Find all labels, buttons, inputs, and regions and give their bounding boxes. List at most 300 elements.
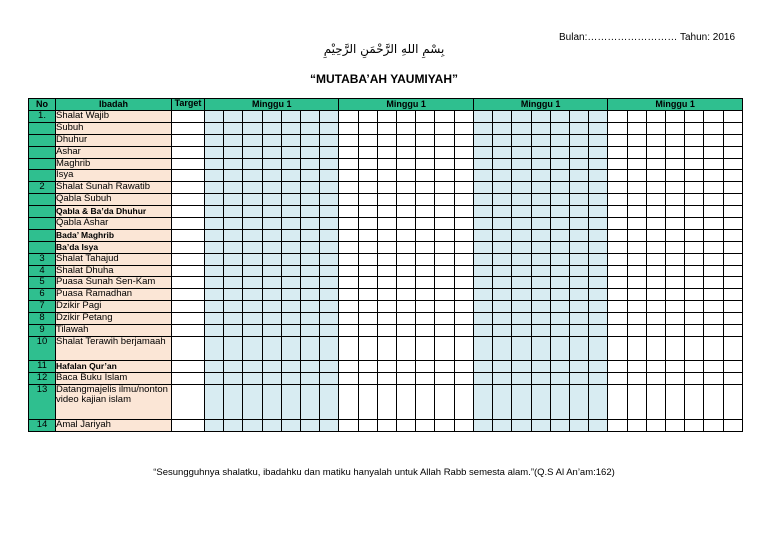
week-1-day-5-cell[interactable] bbox=[281, 360, 300, 372]
week-2-day-1-cell[interactable] bbox=[339, 420, 358, 432]
week-3-day-4-cell[interactable] bbox=[531, 146, 550, 158]
week-2-day-7-cell[interactable] bbox=[454, 194, 473, 206]
week-4-day-4-cell[interactable] bbox=[665, 241, 684, 253]
week-2-day-2-cell[interactable] bbox=[358, 420, 377, 432]
week-4-day-2-cell[interactable] bbox=[627, 122, 646, 134]
week-2-day-4-cell[interactable] bbox=[397, 194, 416, 206]
week-2-day-2-cell[interactable] bbox=[358, 336, 377, 360]
week-4-day-6-cell[interactable] bbox=[704, 265, 723, 277]
week-3-day-4-cell[interactable] bbox=[531, 182, 550, 194]
week-4-day-5-cell[interactable] bbox=[685, 289, 704, 301]
week-1-day-2-cell[interactable] bbox=[224, 122, 243, 134]
week-3-day-2-cell[interactable] bbox=[493, 111, 512, 123]
target-cell[interactable] bbox=[172, 241, 205, 253]
week-1-day-2-cell[interactable] bbox=[224, 194, 243, 206]
week-1-day-5-cell[interactable] bbox=[281, 182, 300, 194]
target-cell[interactable] bbox=[172, 158, 205, 170]
week-1-day-3-cell[interactable] bbox=[243, 218, 262, 230]
week-3-day-6-cell[interactable] bbox=[569, 336, 588, 360]
week-1-day-7-cell[interactable] bbox=[320, 420, 339, 432]
week-2-day-1-cell[interactable] bbox=[339, 194, 358, 206]
week-3-day-5-cell[interactable] bbox=[550, 158, 569, 170]
week-2-day-1-cell[interactable] bbox=[339, 384, 358, 420]
week-2-day-4-cell[interactable] bbox=[397, 313, 416, 325]
week-2-day-3-cell[interactable] bbox=[377, 229, 396, 241]
week-4-day-3-cell[interactable] bbox=[646, 158, 665, 170]
week-2-day-3-cell[interactable] bbox=[377, 277, 396, 289]
week-3-day-3-cell[interactable] bbox=[512, 229, 531, 241]
week-1-day-2-cell[interactable] bbox=[224, 206, 243, 218]
week-2-day-5-cell[interactable] bbox=[416, 265, 435, 277]
week-2-day-5-cell[interactable] bbox=[416, 218, 435, 230]
week-1-day-3-cell[interactable] bbox=[243, 229, 262, 241]
week-4-day-6-cell[interactable] bbox=[704, 134, 723, 146]
week-4-day-4-cell[interactable] bbox=[665, 336, 684, 360]
week-3-day-1-cell[interactable] bbox=[473, 134, 492, 146]
week-4-day-2-cell[interactable] bbox=[627, 229, 646, 241]
week-2-day-5-cell[interactable] bbox=[416, 182, 435, 194]
week-3-day-6-cell[interactable] bbox=[569, 360, 588, 372]
week-2-day-4-cell[interactable] bbox=[397, 265, 416, 277]
week-4-day-4-cell[interactable] bbox=[665, 384, 684, 420]
week-2-day-7-cell[interactable] bbox=[454, 158, 473, 170]
week-1-day-1-cell[interactable] bbox=[205, 206, 224, 218]
week-4-day-7-cell[interactable] bbox=[723, 384, 742, 420]
week-3-day-6-cell[interactable] bbox=[569, 277, 588, 289]
week-2-day-3-cell[interactable] bbox=[377, 384, 396, 420]
week-4-day-1-cell[interactable] bbox=[608, 384, 627, 420]
week-1-day-7-cell[interactable] bbox=[320, 229, 339, 241]
week-4-day-7-cell[interactable] bbox=[723, 122, 742, 134]
week-2-day-3-cell[interactable] bbox=[377, 194, 396, 206]
week-1-day-5-cell[interactable] bbox=[281, 289, 300, 301]
week-4-day-2-cell[interactable] bbox=[627, 265, 646, 277]
week-4-day-4-cell[interactable] bbox=[665, 420, 684, 432]
week-4-day-3-cell[interactable] bbox=[646, 229, 665, 241]
week-4-day-3-cell[interactable] bbox=[646, 313, 665, 325]
week-1-day-7-cell[interactable] bbox=[320, 372, 339, 384]
week-3-day-6-cell[interactable] bbox=[569, 289, 588, 301]
week-3-day-2-cell[interactable] bbox=[493, 289, 512, 301]
week-4-day-3-cell[interactable] bbox=[646, 194, 665, 206]
week-2-day-3-cell[interactable] bbox=[377, 218, 396, 230]
week-1-day-5-cell[interactable] bbox=[281, 122, 300, 134]
week-4-day-4-cell[interactable] bbox=[665, 206, 684, 218]
week-4-day-4-cell[interactable] bbox=[665, 277, 684, 289]
week-1-day-2-cell[interactable] bbox=[224, 111, 243, 123]
week-3-day-7-cell[interactable] bbox=[589, 313, 608, 325]
week-1-day-2-cell[interactable] bbox=[224, 170, 243, 182]
week-1-day-7-cell[interactable] bbox=[320, 241, 339, 253]
week-3-day-3-cell[interactable] bbox=[512, 194, 531, 206]
week-4-day-1-cell[interactable] bbox=[608, 313, 627, 325]
week-1-day-4-cell[interactable] bbox=[262, 206, 281, 218]
week-4-day-2-cell[interactable] bbox=[627, 182, 646, 194]
week-4-day-6-cell[interactable] bbox=[704, 158, 723, 170]
week-2-day-2-cell[interactable] bbox=[358, 170, 377, 182]
week-3-day-4-cell[interactable] bbox=[531, 241, 550, 253]
week-3-day-1-cell[interactable] bbox=[473, 420, 492, 432]
week-4-day-4-cell[interactable] bbox=[665, 313, 684, 325]
week-1-day-3-cell[interactable] bbox=[243, 289, 262, 301]
week-4-day-6-cell[interactable] bbox=[704, 301, 723, 313]
week-2-day-2-cell[interactable] bbox=[358, 301, 377, 313]
week-2-day-1-cell[interactable] bbox=[339, 313, 358, 325]
week-3-day-2-cell[interactable] bbox=[493, 313, 512, 325]
week-3-day-1-cell[interactable] bbox=[473, 289, 492, 301]
week-4-day-6-cell[interactable] bbox=[704, 111, 723, 123]
week-2-day-2-cell[interactable] bbox=[358, 289, 377, 301]
week-4-day-2-cell[interactable] bbox=[627, 158, 646, 170]
week-3-day-7-cell[interactable] bbox=[589, 206, 608, 218]
week-1-day-5-cell[interactable] bbox=[281, 384, 300, 420]
week-1-day-2-cell[interactable] bbox=[224, 229, 243, 241]
week-2-day-5-cell[interactable] bbox=[416, 134, 435, 146]
week-4-day-7-cell[interactable] bbox=[723, 170, 742, 182]
week-2-day-3-cell[interactable] bbox=[377, 134, 396, 146]
week-4-day-1-cell[interactable] bbox=[608, 336, 627, 360]
week-3-day-3-cell[interactable] bbox=[512, 360, 531, 372]
week-3-day-2-cell[interactable] bbox=[493, 229, 512, 241]
week-1-day-5-cell[interactable] bbox=[281, 146, 300, 158]
week-1-day-2-cell[interactable] bbox=[224, 289, 243, 301]
week-2-day-1-cell[interactable] bbox=[339, 372, 358, 384]
week-1-day-1-cell[interactable] bbox=[205, 325, 224, 337]
week-1-day-4-cell[interactable] bbox=[262, 134, 281, 146]
week-1-day-5-cell[interactable] bbox=[281, 253, 300, 265]
week-4-day-5-cell[interactable] bbox=[685, 229, 704, 241]
week-1-day-7-cell[interactable] bbox=[320, 384, 339, 420]
week-3-day-4-cell[interactable] bbox=[531, 360, 550, 372]
week-4-day-3-cell[interactable] bbox=[646, 241, 665, 253]
week-2-day-4-cell[interactable] bbox=[397, 277, 416, 289]
week-4-day-5-cell[interactable] bbox=[685, 313, 704, 325]
week-3-day-4-cell[interactable] bbox=[531, 325, 550, 337]
week-3-day-6-cell[interactable] bbox=[569, 122, 588, 134]
week-4-day-7-cell[interactable] bbox=[723, 336, 742, 360]
week-2-day-2-cell[interactable] bbox=[358, 218, 377, 230]
week-1-day-5-cell[interactable] bbox=[281, 301, 300, 313]
week-4-day-2-cell[interactable] bbox=[627, 134, 646, 146]
week-2-day-3-cell[interactable] bbox=[377, 111, 396, 123]
week-2-day-6-cell[interactable] bbox=[435, 206, 454, 218]
week-4-day-7-cell[interactable] bbox=[723, 111, 742, 123]
target-cell[interactable] bbox=[172, 194, 205, 206]
week-3-day-2-cell[interactable] bbox=[493, 194, 512, 206]
week-4-day-5-cell[interactable] bbox=[685, 218, 704, 230]
week-2-day-4-cell[interactable] bbox=[397, 122, 416, 134]
week-2-day-4-cell[interactable] bbox=[397, 301, 416, 313]
week-1-day-1-cell[interactable] bbox=[205, 265, 224, 277]
week-3-day-4-cell[interactable] bbox=[531, 384, 550, 420]
week-4-day-1-cell[interactable] bbox=[608, 289, 627, 301]
week-4-day-2-cell[interactable] bbox=[627, 218, 646, 230]
week-3-day-3-cell[interactable] bbox=[512, 170, 531, 182]
week-2-day-2-cell[interactable] bbox=[358, 194, 377, 206]
week-2-day-2-cell[interactable] bbox=[358, 134, 377, 146]
week-1-day-5-cell[interactable] bbox=[281, 218, 300, 230]
week-1-day-7-cell[interactable] bbox=[320, 289, 339, 301]
week-1-day-1-cell[interactable] bbox=[205, 158, 224, 170]
week-3-day-2-cell[interactable] bbox=[493, 253, 512, 265]
week-1-day-3-cell[interactable] bbox=[243, 313, 262, 325]
week-2-day-4-cell[interactable] bbox=[397, 170, 416, 182]
week-2-day-1-cell[interactable] bbox=[339, 218, 358, 230]
week-1-day-1-cell[interactable] bbox=[205, 122, 224, 134]
week-3-day-1-cell[interactable] bbox=[473, 384, 492, 420]
week-2-day-6-cell[interactable] bbox=[435, 277, 454, 289]
week-2-day-5-cell[interactable] bbox=[416, 229, 435, 241]
week-3-day-2-cell[interactable] bbox=[493, 146, 512, 158]
week-3-day-5-cell[interactable] bbox=[550, 325, 569, 337]
week-3-day-5-cell[interactable] bbox=[550, 420, 569, 432]
week-3-day-5-cell[interactable] bbox=[550, 182, 569, 194]
week-4-day-2-cell[interactable] bbox=[627, 289, 646, 301]
week-1-day-7-cell[interactable] bbox=[320, 265, 339, 277]
week-2-day-3-cell[interactable] bbox=[377, 325, 396, 337]
week-3-day-4-cell[interactable] bbox=[531, 289, 550, 301]
week-1-day-4-cell[interactable] bbox=[262, 289, 281, 301]
week-1-day-1-cell[interactable] bbox=[205, 134, 224, 146]
week-4-day-5-cell[interactable] bbox=[685, 336, 704, 360]
week-1-day-2-cell[interactable] bbox=[224, 325, 243, 337]
week-2-day-4-cell[interactable] bbox=[397, 325, 416, 337]
week-1-day-6-cell[interactable] bbox=[301, 313, 320, 325]
week-4-day-2-cell[interactable] bbox=[627, 170, 646, 182]
week-4-day-6-cell[interactable] bbox=[704, 170, 723, 182]
week-4-day-7-cell[interactable] bbox=[723, 146, 742, 158]
week-2-day-2-cell[interactable] bbox=[358, 158, 377, 170]
week-2-day-2-cell[interactable] bbox=[358, 111, 377, 123]
week-4-day-3-cell[interactable] bbox=[646, 206, 665, 218]
week-3-day-4-cell[interactable] bbox=[531, 134, 550, 146]
week-4-day-6-cell[interactable] bbox=[704, 384, 723, 420]
target-cell[interactable] bbox=[172, 229, 205, 241]
week-3-day-5-cell[interactable] bbox=[550, 134, 569, 146]
week-1-day-4-cell[interactable] bbox=[262, 146, 281, 158]
week-1-day-4-cell[interactable] bbox=[262, 336, 281, 360]
week-1-day-4-cell[interactable] bbox=[262, 158, 281, 170]
week-4-day-3-cell[interactable] bbox=[646, 384, 665, 420]
week-4-day-4-cell[interactable] bbox=[665, 111, 684, 123]
week-3-day-4-cell[interactable] bbox=[531, 122, 550, 134]
week-2-day-1-cell[interactable] bbox=[339, 122, 358, 134]
week-2-day-2-cell[interactable] bbox=[358, 122, 377, 134]
week-4-day-5-cell[interactable] bbox=[685, 206, 704, 218]
week-1-day-2-cell[interactable] bbox=[224, 360, 243, 372]
week-2-day-6-cell[interactable] bbox=[435, 336, 454, 360]
week-4-day-4-cell[interactable] bbox=[665, 265, 684, 277]
week-4-day-5-cell[interactable] bbox=[685, 146, 704, 158]
week-2-day-3-cell[interactable] bbox=[377, 372, 396, 384]
week-4-day-7-cell[interactable] bbox=[723, 206, 742, 218]
week-3-day-1-cell[interactable] bbox=[473, 111, 492, 123]
week-4-day-4-cell[interactable] bbox=[665, 360, 684, 372]
week-3-day-1-cell[interactable] bbox=[473, 206, 492, 218]
week-2-day-1-cell[interactable] bbox=[339, 158, 358, 170]
week-2-day-2-cell[interactable] bbox=[358, 384, 377, 420]
week-2-day-7-cell[interactable] bbox=[454, 229, 473, 241]
week-1-day-7-cell[interactable] bbox=[320, 122, 339, 134]
week-2-day-4-cell[interactable] bbox=[397, 372, 416, 384]
target-cell[interactable] bbox=[172, 384, 205, 420]
week-4-day-1-cell[interactable] bbox=[608, 265, 627, 277]
week-4-day-1-cell[interactable] bbox=[608, 325, 627, 337]
week-3-day-6-cell[interactable] bbox=[569, 146, 588, 158]
week-3-day-1-cell[interactable] bbox=[473, 372, 492, 384]
week-3-day-6-cell[interactable] bbox=[569, 420, 588, 432]
week-3-day-7-cell[interactable] bbox=[589, 111, 608, 123]
week-3-day-1-cell[interactable] bbox=[473, 158, 492, 170]
week-2-day-5-cell[interactable] bbox=[416, 241, 435, 253]
week-3-day-7-cell[interactable] bbox=[589, 277, 608, 289]
week-2-day-6-cell[interactable] bbox=[435, 360, 454, 372]
week-3-day-5-cell[interactable] bbox=[550, 253, 569, 265]
week-3-day-4-cell[interactable] bbox=[531, 420, 550, 432]
week-3-day-1-cell[interactable] bbox=[473, 277, 492, 289]
week-4-day-5-cell[interactable] bbox=[685, 170, 704, 182]
week-2-day-3-cell[interactable] bbox=[377, 313, 396, 325]
week-3-day-1-cell[interactable] bbox=[473, 182, 492, 194]
week-2-day-1-cell[interactable] bbox=[339, 134, 358, 146]
week-1-day-6-cell[interactable] bbox=[301, 194, 320, 206]
week-3-day-7-cell[interactable] bbox=[589, 134, 608, 146]
week-3-day-4-cell[interactable] bbox=[531, 158, 550, 170]
week-4-day-4-cell[interactable] bbox=[665, 218, 684, 230]
week-4-day-6-cell[interactable] bbox=[704, 229, 723, 241]
week-3-day-6-cell[interactable] bbox=[569, 158, 588, 170]
week-4-day-1-cell[interactable] bbox=[608, 229, 627, 241]
week-2-day-2-cell[interactable] bbox=[358, 253, 377, 265]
week-2-day-4-cell[interactable] bbox=[397, 229, 416, 241]
week-4-day-1-cell[interactable] bbox=[608, 206, 627, 218]
week-3-day-7-cell[interactable] bbox=[589, 182, 608, 194]
week-1-day-5-cell[interactable] bbox=[281, 336, 300, 360]
week-1-day-1-cell[interactable] bbox=[205, 384, 224, 420]
week-2-day-6-cell[interactable] bbox=[435, 265, 454, 277]
target-cell[interactable] bbox=[172, 182, 205, 194]
week-3-day-7-cell[interactable] bbox=[589, 241, 608, 253]
week-2-day-1-cell[interactable] bbox=[339, 253, 358, 265]
week-2-day-7-cell[interactable] bbox=[454, 384, 473, 420]
week-2-day-7-cell[interactable] bbox=[454, 372, 473, 384]
week-2-day-4-cell[interactable] bbox=[397, 384, 416, 420]
week-1-day-1-cell[interactable] bbox=[205, 360, 224, 372]
week-1-day-4-cell[interactable] bbox=[262, 253, 281, 265]
week-3-day-2-cell[interactable] bbox=[493, 384, 512, 420]
week-4-day-1-cell[interactable] bbox=[608, 122, 627, 134]
week-3-day-5-cell[interactable] bbox=[550, 277, 569, 289]
week-1-day-3-cell[interactable] bbox=[243, 122, 262, 134]
week-1-day-4-cell[interactable] bbox=[262, 265, 281, 277]
week-1-day-3-cell[interactable] bbox=[243, 146, 262, 158]
week-4-day-1-cell[interactable] bbox=[608, 218, 627, 230]
week-4-day-2-cell[interactable] bbox=[627, 372, 646, 384]
week-1-day-5-cell[interactable] bbox=[281, 134, 300, 146]
week-4-day-5-cell[interactable] bbox=[685, 182, 704, 194]
week-4-day-2-cell[interactable] bbox=[627, 313, 646, 325]
week-4-day-6-cell[interactable] bbox=[704, 277, 723, 289]
week-2-day-6-cell[interactable] bbox=[435, 122, 454, 134]
target-cell[interactable] bbox=[172, 360, 205, 372]
week-1-day-5-cell[interactable] bbox=[281, 265, 300, 277]
week-3-day-7-cell[interactable] bbox=[589, 360, 608, 372]
week-3-day-1-cell[interactable] bbox=[473, 218, 492, 230]
week-1-day-2-cell[interactable] bbox=[224, 182, 243, 194]
week-4-day-7-cell[interactable] bbox=[723, 301, 742, 313]
week-3-day-2-cell[interactable] bbox=[493, 158, 512, 170]
week-2-day-4-cell[interactable] bbox=[397, 289, 416, 301]
week-2-day-5-cell[interactable] bbox=[416, 253, 435, 265]
week-4-day-7-cell[interactable] bbox=[723, 289, 742, 301]
week-3-day-3-cell[interactable] bbox=[512, 325, 531, 337]
week-1-day-5-cell[interactable] bbox=[281, 372, 300, 384]
week-3-day-2-cell[interactable] bbox=[493, 241, 512, 253]
target-cell[interactable] bbox=[172, 122, 205, 134]
week-3-day-2-cell[interactable] bbox=[493, 122, 512, 134]
week-3-day-2-cell[interactable] bbox=[493, 277, 512, 289]
week-4-day-3-cell[interactable] bbox=[646, 277, 665, 289]
week-2-day-7-cell[interactable] bbox=[454, 170, 473, 182]
target-cell[interactable] bbox=[172, 253, 205, 265]
week-3-day-4-cell[interactable] bbox=[531, 313, 550, 325]
week-2-day-6-cell[interactable] bbox=[435, 325, 454, 337]
week-3-day-5-cell[interactable] bbox=[550, 360, 569, 372]
week-3-day-6-cell[interactable] bbox=[569, 372, 588, 384]
week-1-day-5-cell[interactable] bbox=[281, 194, 300, 206]
week-3-day-4-cell[interactable] bbox=[531, 336, 550, 360]
week-3-day-5-cell[interactable] bbox=[550, 206, 569, 218]
week-1-day-2-cell[interactable] bbox=[224, 241, 243, 253]
week-1-day-3-cell[interactable] bbox=[243, 336, 262, 360]
week-4-day-1-cell[interactable] bbox=[608, 241, 627, 253]
week-1-day-6-cell[interactable] bbox=[301, 265, 320, 277]
week-1-day-2-cell[interactable] bbox=[224, 301, 243, 313]
week-1-day-6-cell[interactable] bbox=[301, 134, 320, 146]
week-4-day-5-cell[interactable] bbox=[685, 253, 704, 265]
week-3-day-1-cell[interactable] bbox=[473, 229, 492, 241]
target-cell[interactable] bbox=[172, 218, 205, 230]
week-2-day-7-cell[interactable] bbox=[454, 301, 473, 313]
week-4-day-6-cell[interactable] bbox=[704, 289, 723, 301]
week-3-day-5-cell[interactable] bbox=[550, 372, 569, 384]
week-3-day-7-cell[interactable] bbox=[589, 372, 608, 384]
week-4-day-7-cell[interactable] bbox=[723, 182, 742, 194]
week-4-day-1-cell[interactable] bbox=[608, 360, 627, 372]
week-4-day-4-cell[interactable] bbox=[665, 182, 684, 194]
week-2-day-7-cell[interactable] bbox=[454, 277, 473, 289]
week-4-day-7-cell[interactable] bbox=[723, 372, 742, 384]
week-2-day-7-cell[interactable] bbox=[454, 420, 473, 432]
target-cell[interactable] bbox=[172, 265, 205, 277]
week-3-day-1-cell[interactable] bbox=[473, 325, 492, 337]
week-2-day-5-cell[interactable] bbox=[416, 277, 435, 289]
week-1-day-1-cell[interactable] bbox=[205, 301, 224, 313]
week-3-day-4-cell[interactable] bbox=[531, 277, 550, 289]
target-cell[interactable] bbox=[172, 146, 205, 158]
week-2-day-1-cell[interactable] bbox=[339, 111, 358, 123]
week-3-day-4-cell[interactable] bbox=[531, 194, 550, 206]
week-4-day-3-cell[interactable] bbox=[646, 372, 665, 384]
week-3-day-6-cell[interactable] bbox=[569, 194, 588, 206]
week-1-day-6-cell[interactable] bbox=[301, 384, 320, 420]
week-2-day-4-cell[interactable] bbox=[397, 146, 416, 158]
week-2-day-6-cell[interactable] bbox=[435, 194, 454, 206]
week-3-day-3-cell[interactable] bbox=[512, 218, 531, 230]
week-2-day-5-cell[interactable] bbox=[416, 301, 435, 313]
week-3-day-6-cell[interactable] bbox=[569, 241, 588, 253]
week-4-day-6-cell[interactable] bbox=[704, 122, 723, 134]
